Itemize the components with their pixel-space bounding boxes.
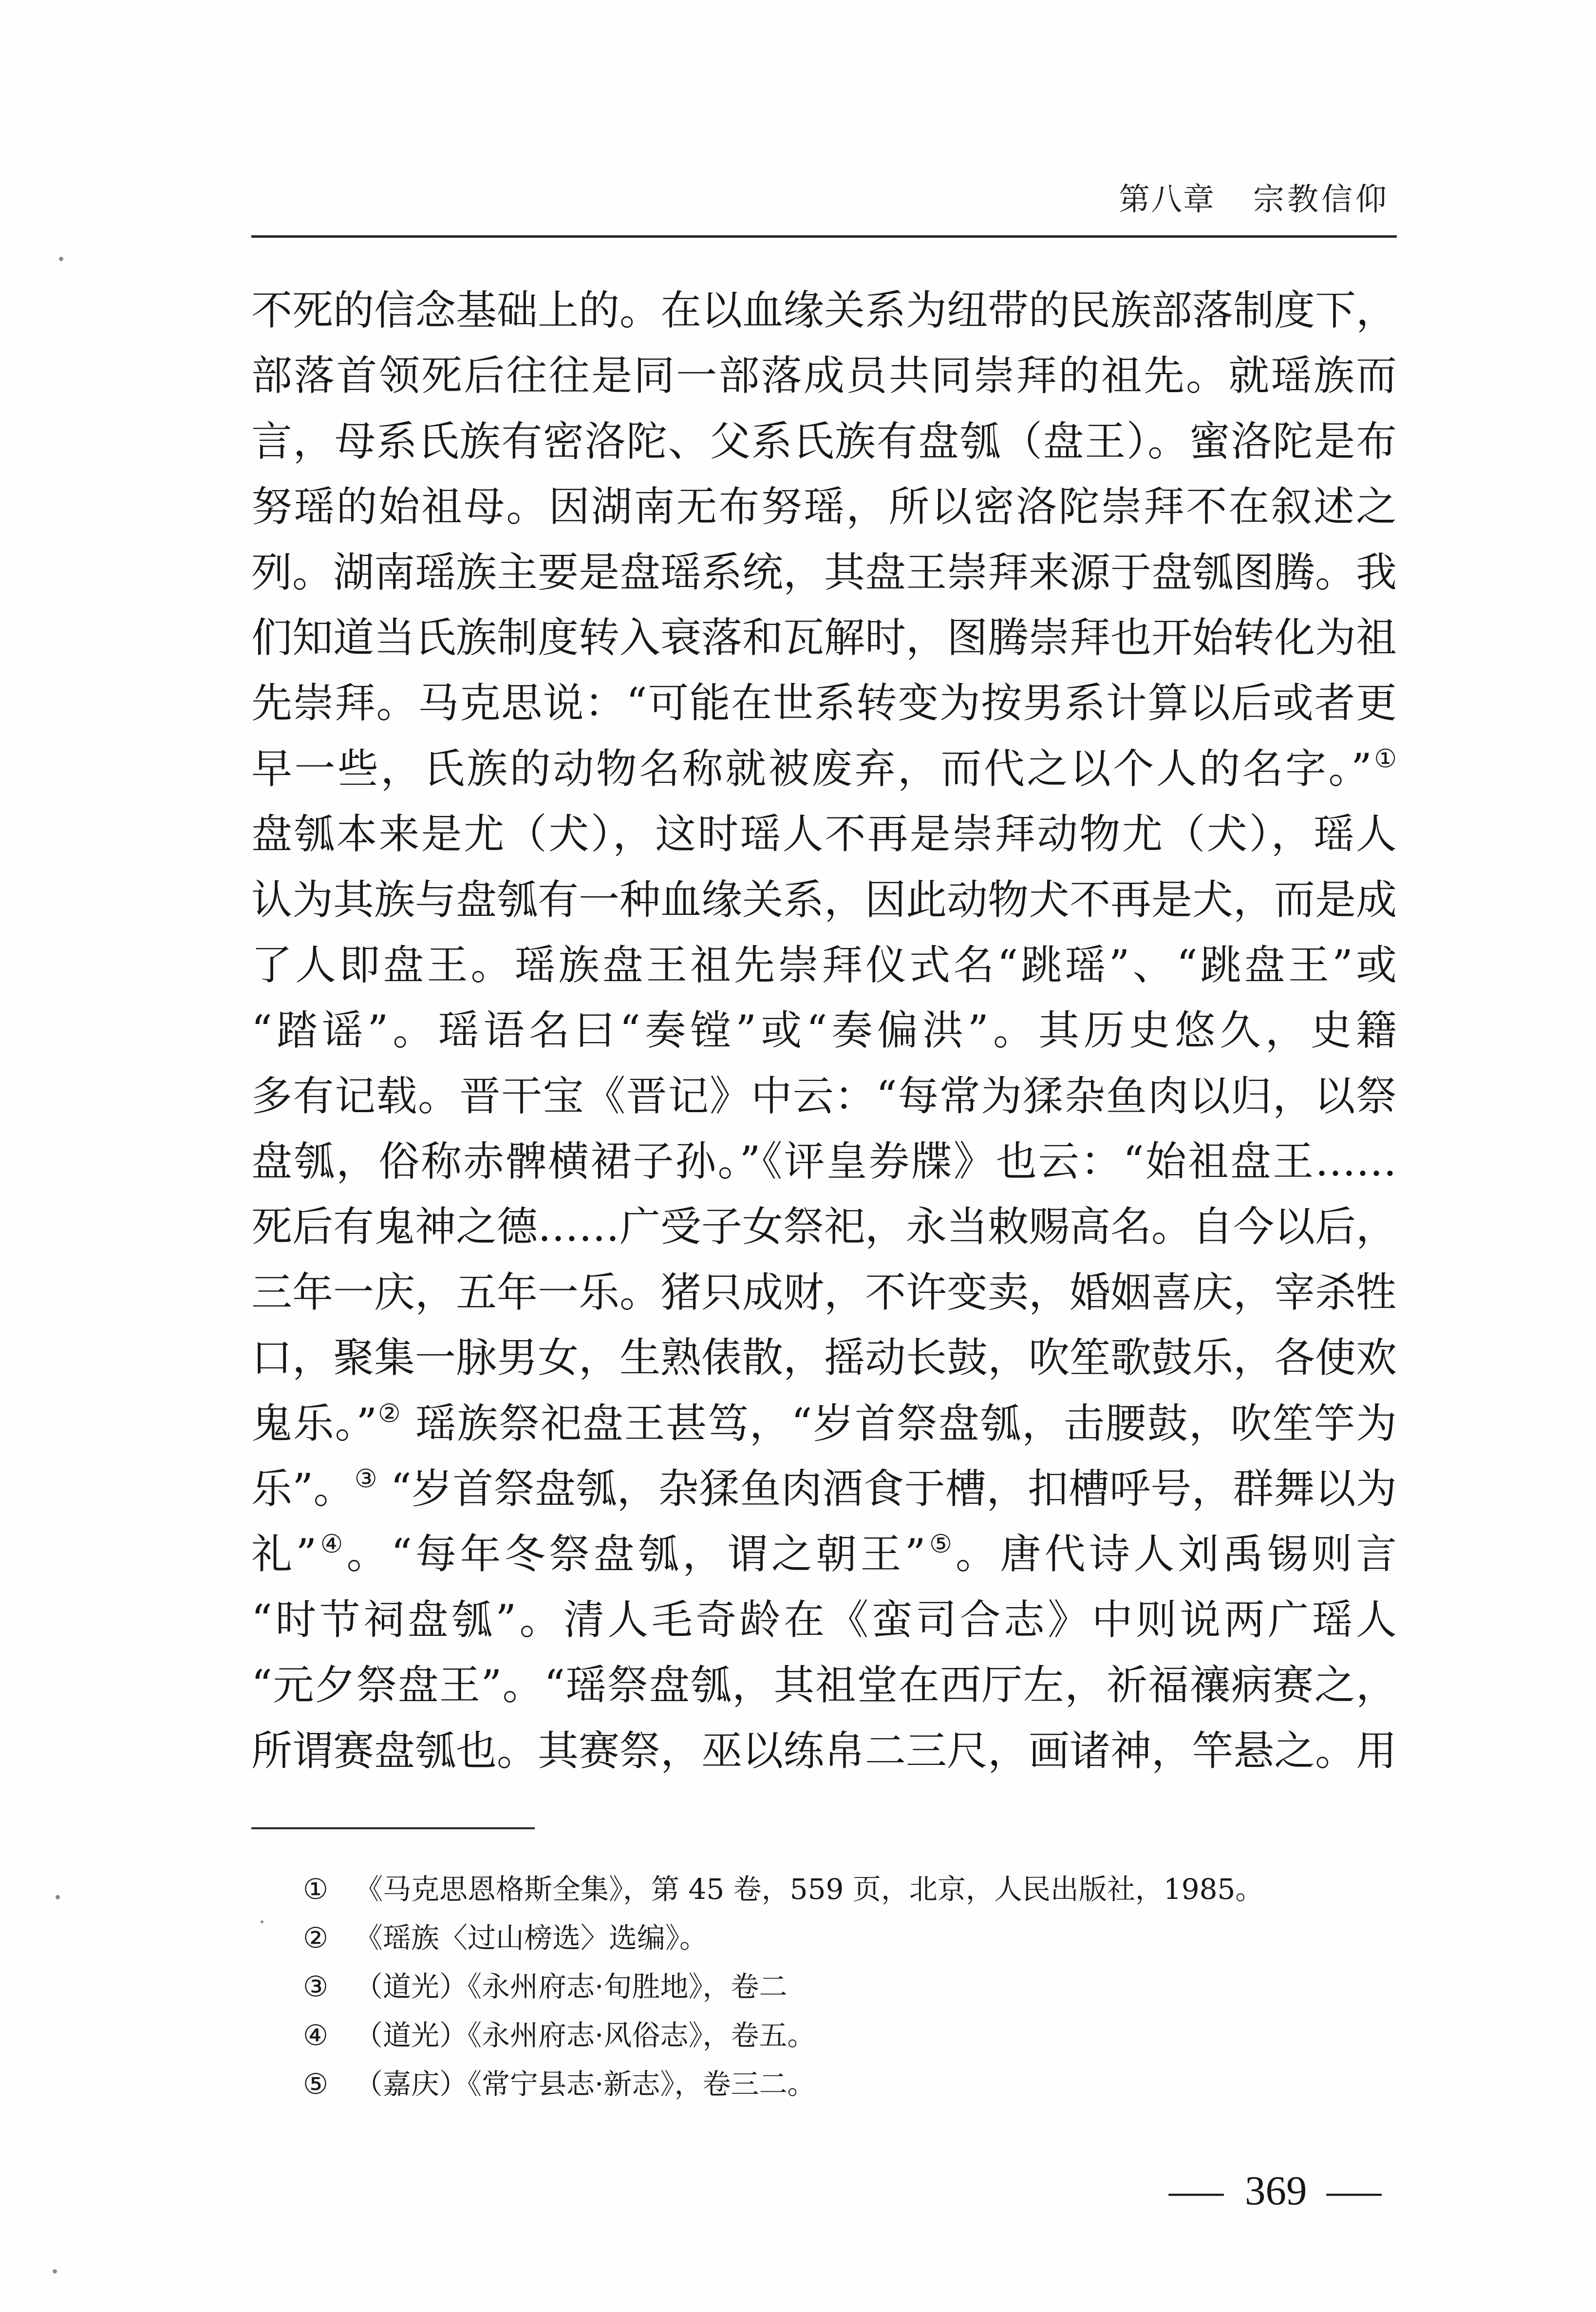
page-number-dash-right [1327, 2166, 1382, 2215]
footnote-item [0, 2060, 1596, 2108]
header-rule [251, 235, 1397, 238]
body-text-line: “元夕祭盘王”。“瑶祭盘瓠，其祖堂在西厅左，祈福禳病赛之， [251, 1661, 1397, 1709]
body-text-line: 列。湖南瑶族主要是盘瑶系统，其盘王崇拜来源于盘瓠图腾。我 [251, 548, 1397, 596]
footnote-ref: ② [377, 1399, 402, 1428]
body-text-line: 们知道当氏族制度转入衰落和瓦解时，图腾崇拜也开始转化为祖 [251, 613, 1397, 662]
footnote-text: （道光）《永州府志·风俗志》，卷五。 [355, 2019, 816, 2052]
page-number: 369 [1245, 2168, 1307, 2214]
footnote-mark: ② [303, 1921, 328, 1954]
footnotes [0, 1865, 1596, 2108]
footnote-mark: ⑤ [303, 2067, 328, 2101]
scan-speck [56, 1895, 60, 1899]
body-text-line: 言，母系氏族有密洛陀、父系氏族有盘瓠（盘王）。蜜洛陀是布 [251, 417, 1397, 465]
body-text-line: 盘瓠，俗称赤髀横裙子孙。”《评皇券牒》也云：“始祖盘王…… [251, 1137, 1397, 1186]
footnote-item [0, 1962, 1596, 2011]
running-header-chapter: 第八章 [1119, 182, 1215, 218]
footnote-item [0, 2011, 1596, 2060]
footnote-ref: ① [1371, 744, 1397, 774]
running-header-title: 宗教信仰 [1253, 182, 1389, 218]
footnote-text: 《瑶族〈过山榜选〉选编》。 [355, 1921, 708, 1954]
footnote-ref: ⑤ [925, 1530, 956, 1559]
footnote-text: （嘉庆）《常宁县志·新志》，卷三二。 [355, 2067, 816, 2101]
body-text-line: “时节祠盘瓠”。清人毛奇龄在《蛮司合志》中则说两广瑶人 [251, 1595, 1397, 1644]
footnote-rule [251, 1827, 535, 1829]
footnote-item [0, 1865, 1596, 1914]
body-text-line: 多有记载。晋干宝《晋记》中云：“每常为猱杂鱼肉以归，以祭 [251, 1072, 1397, 1120]
body-text-line: 盘瓠本来是尤（犬），这时瑶人不再是崇拜动物尤（犬），瑶人 [251, 810, 1397, 858]
body-text-line: 鬼乐。”② 瑶族祭祀盘王甚笃，“岁首祭盘瓠，击腰鼓，吹笙竽为 [251, 1399, 1397, 1447]
scan-speck [59, 257, 63, 261]
footnote-text: 《马克思恩格斯全集》，第 45 卷，559 页，北京，人民出版社，1985。 [355, 1873, 1264, 1906]
footnote-ref: ④ [317, 1530, 347, 1559]
body-text-line: 礼”④。“每年冬祭盘瓠，谓之朝王”⑤。唐代诗人刘禹锡则言 [251, 1530, 1397, 1578]
footnote-mark: ① [303, 1873, 328, 1906]
body-text-line: 先崇拜。马克思说：“可能在世系转变为按男系计算以后或者更 [251, 679, 1397, 727]
page-number-dash-left [1169, 2166, 1224, 2215]
footnote-ref: ③ [354, 1464, 377, 1494]
footnote-mark: ③ [303, 1970, 328, 2003]
scan-speck [261, 1920, 263, 1923]
body-text-line: 早一些，氏族的动物名称就被废弃，而代之以个人的名字。”① [251, 744, 1397, 793]
footnote-mark: ④ [303, 2019, 328, 2052]
dash-glyph: — [1169, 2168, 1224, 2214]
body-text-line: 了人即盘王。瑶族盘王祖先崇拜仪式名“跳瑶”、“跳盘王”或 [251, 941, 1397, 989]
body-text-line: 认为其族与盘瓠有一种血缘关系，因此动物犬不再是犬，而是成 [251, 875, 1397, 924]
body-text-line: 乐”。③ “岁首祭盘瓠，杂猱鱼肉酒食于槽，扣槽呼号，群舞以为 [251, 1464, 1397, 1513]
dash-glyph: — [1327, 2168, 1382, 2214]
body-text-line: 所谓赛盘瓠也。其赛祭，巫以练帛二三尺，画诸神，竿悬之。用 [251, 1726, 1397, 1775]
body-text-line: 部落首领死后往往是同一部落成员共同崇拜的祖先。就瑶族而 [251, 352, 1397, 400]
footnote-item [0, 1914, 1596, 1962]
body-text-line: 努瑶的始祖母。因湖南无布努瑶，所以密洛陀崇拜不在叙述之 [251, 483, 1397, 531]
footnote-text: （道光）《永州府志·旬胜地》，卷二 [355, 1970, 788, 2003]
body-text-line: 三年一庆，五年一乐。猪只成财，不许变卖，婚姻喜庆，宰杀牲 [251, 1268, 1397, 1316]
body-text-line: 口，聚集一脉男女，生熟俵散，摇动长鼓，吹笙歌鼓乐，各使欢 [251, 1334, 1397, 1382]
body-text-line: 不死的信念基础上的。在以血缘关系为纽带的民族部落制度下， [251, 286, 1397, 334]
body-text-line: 死后有鬼神之德……广受子女祭祀，永当敕赐高名。自今以后， [251, 1203, 1397, 1251]
scan-speck [53, 2269, 57, 2274]
body-text [251, 278, 1397, 1783]
body-text-line: “踏谣”。瑶语名曰“奏镗”或“奏偏洪”。其历史悠久，史籍 [251, 1006, 1397, 1055]
